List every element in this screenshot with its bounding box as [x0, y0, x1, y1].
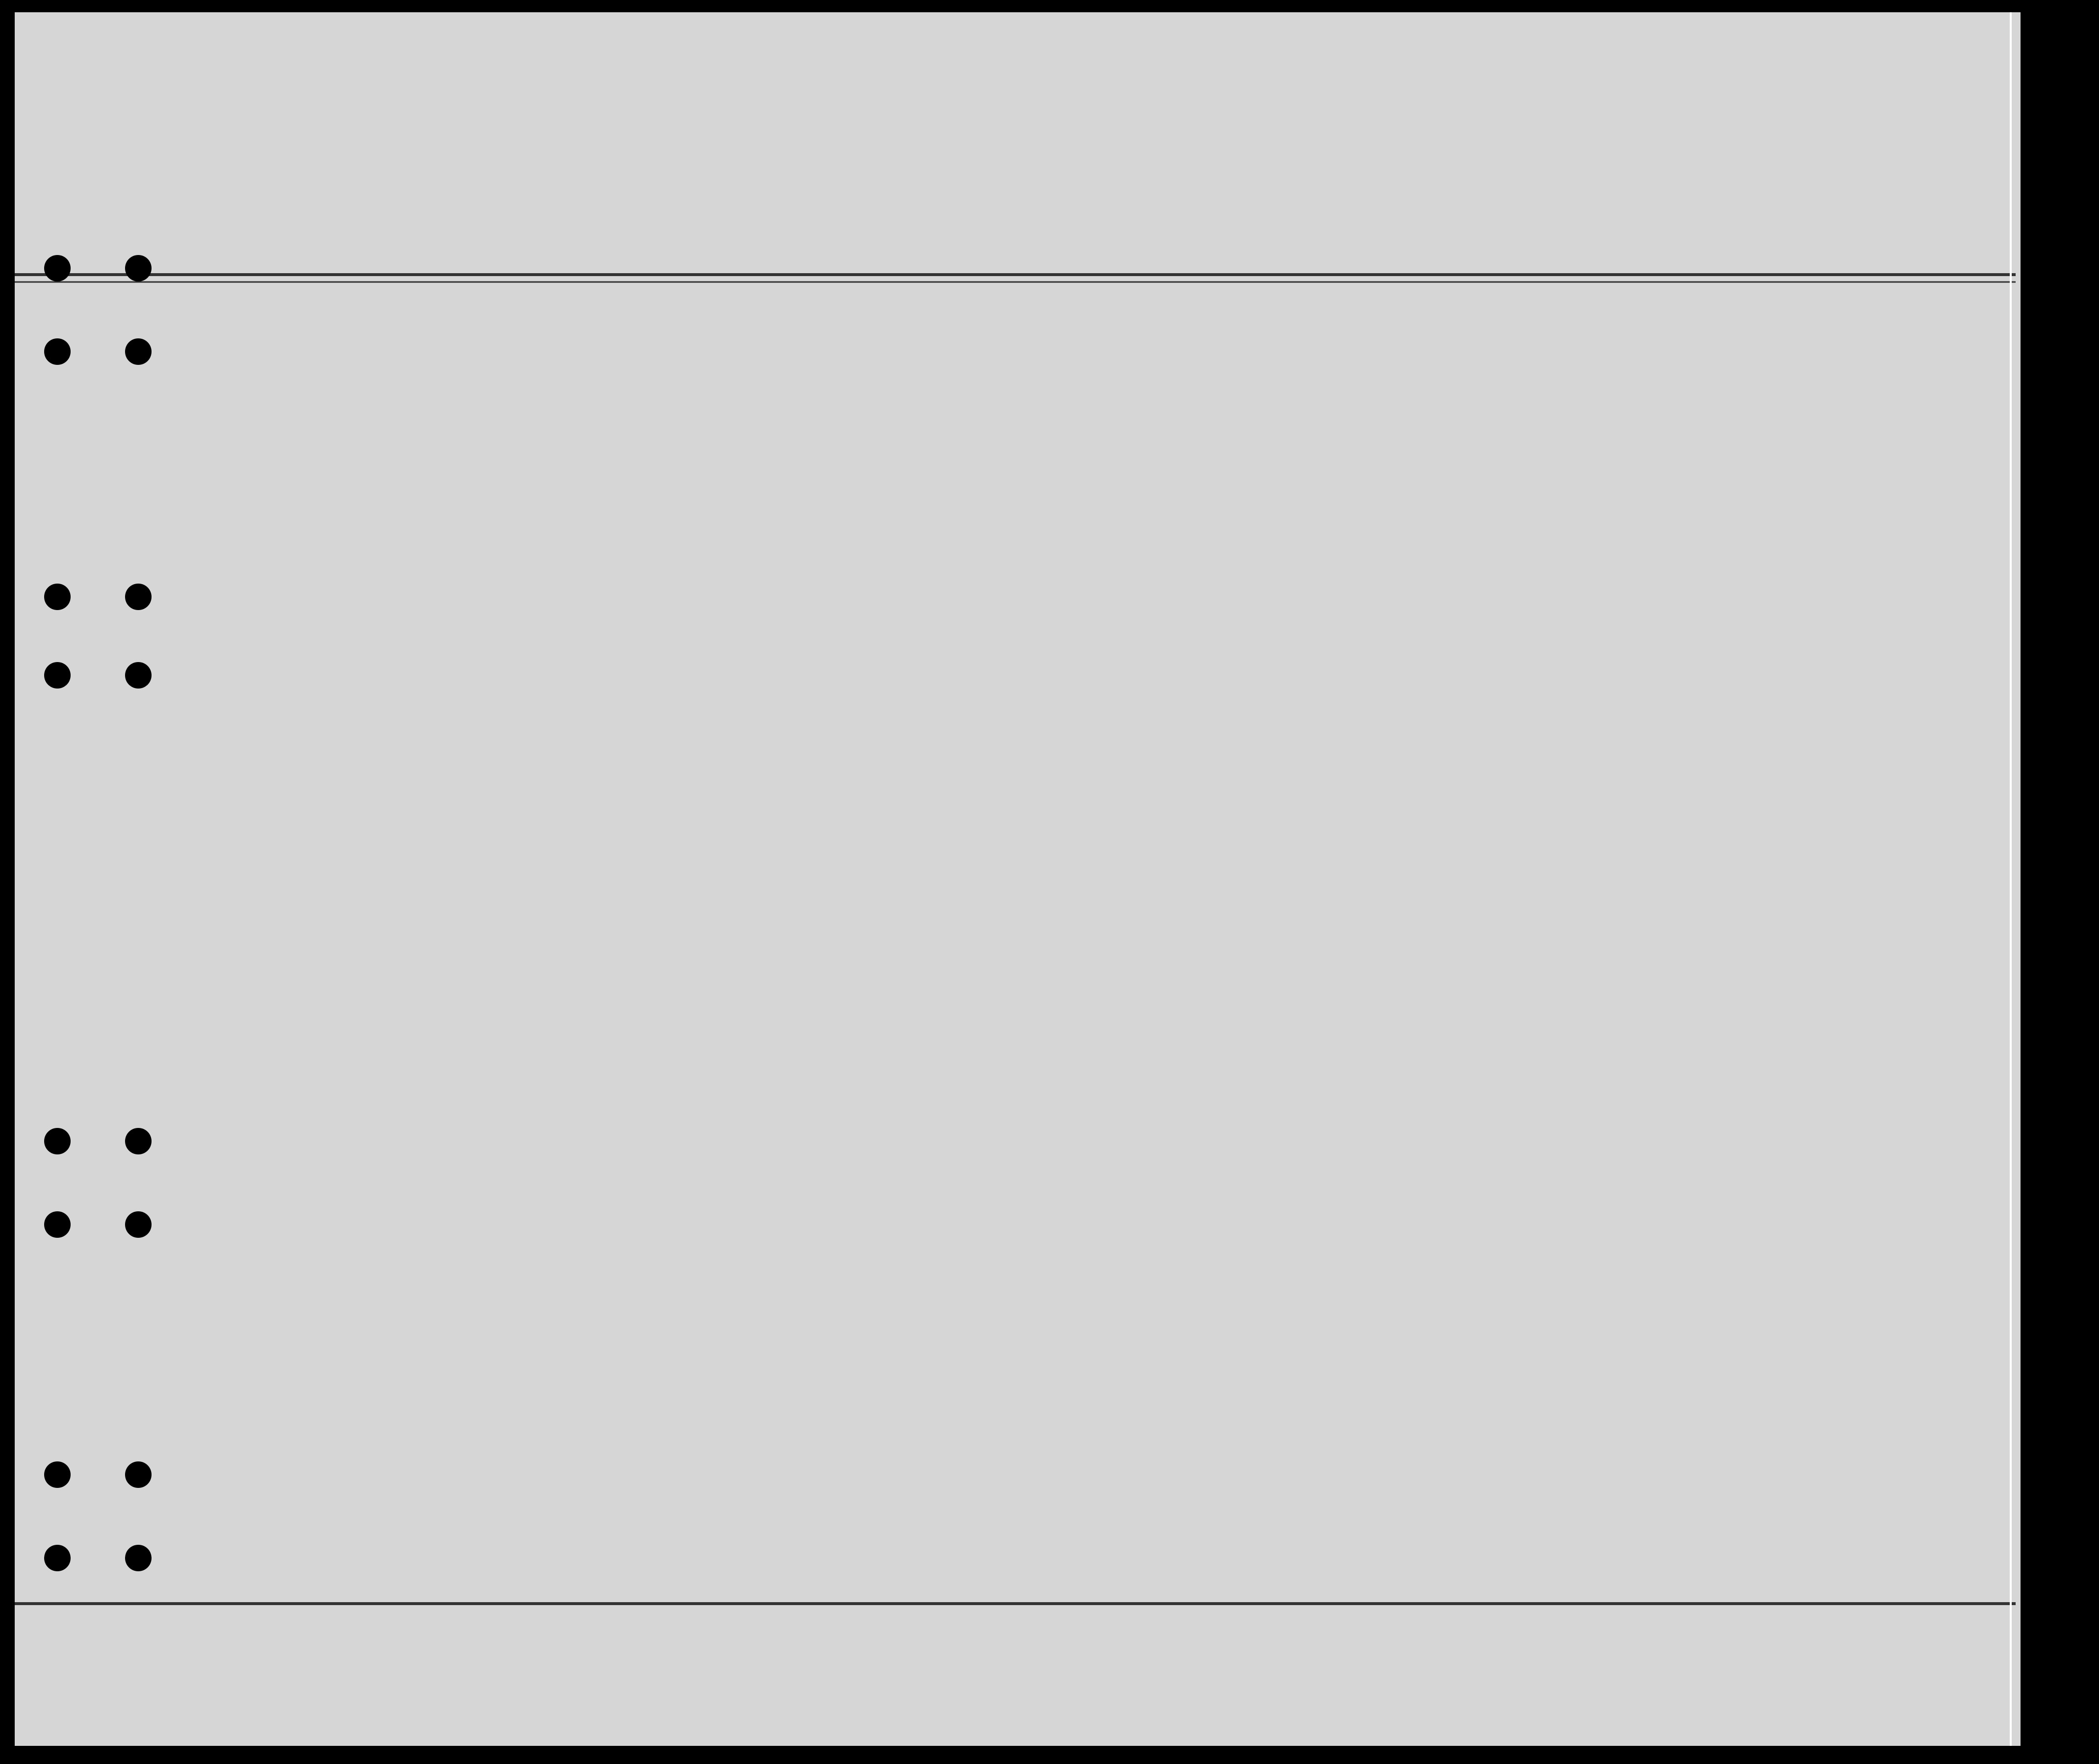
punch-hole: [44, 255, 71, 281]
punch-hole: [125, 1461, 152, 1488]
punch-hole: [44, 584, 71, 610]
punch-hole: [125, 662, 152, 689]
punch-hole: [44, 662, 71, 689]
punch-hole: [44, 338, 71, 365]
punch-hole: [125, 1128, 152, 1154]
punch-hole: [44, 1461, 71, 1488]
punch-hole: [125, 1211, 152, 1238]
punch-hole: [125, 255, 152, 281]
punch-hole: [44, 1128, 71, 1154]
punch-hole: [44, 1545, 71, 1571]
punch-hole: [125, 584, 152, 610]
punch-hole: [44, 1211, 71, 1238]
punch-hole: [125, 1545, 152, 1571]
punch-hole: [125, 338, 152, 365]
